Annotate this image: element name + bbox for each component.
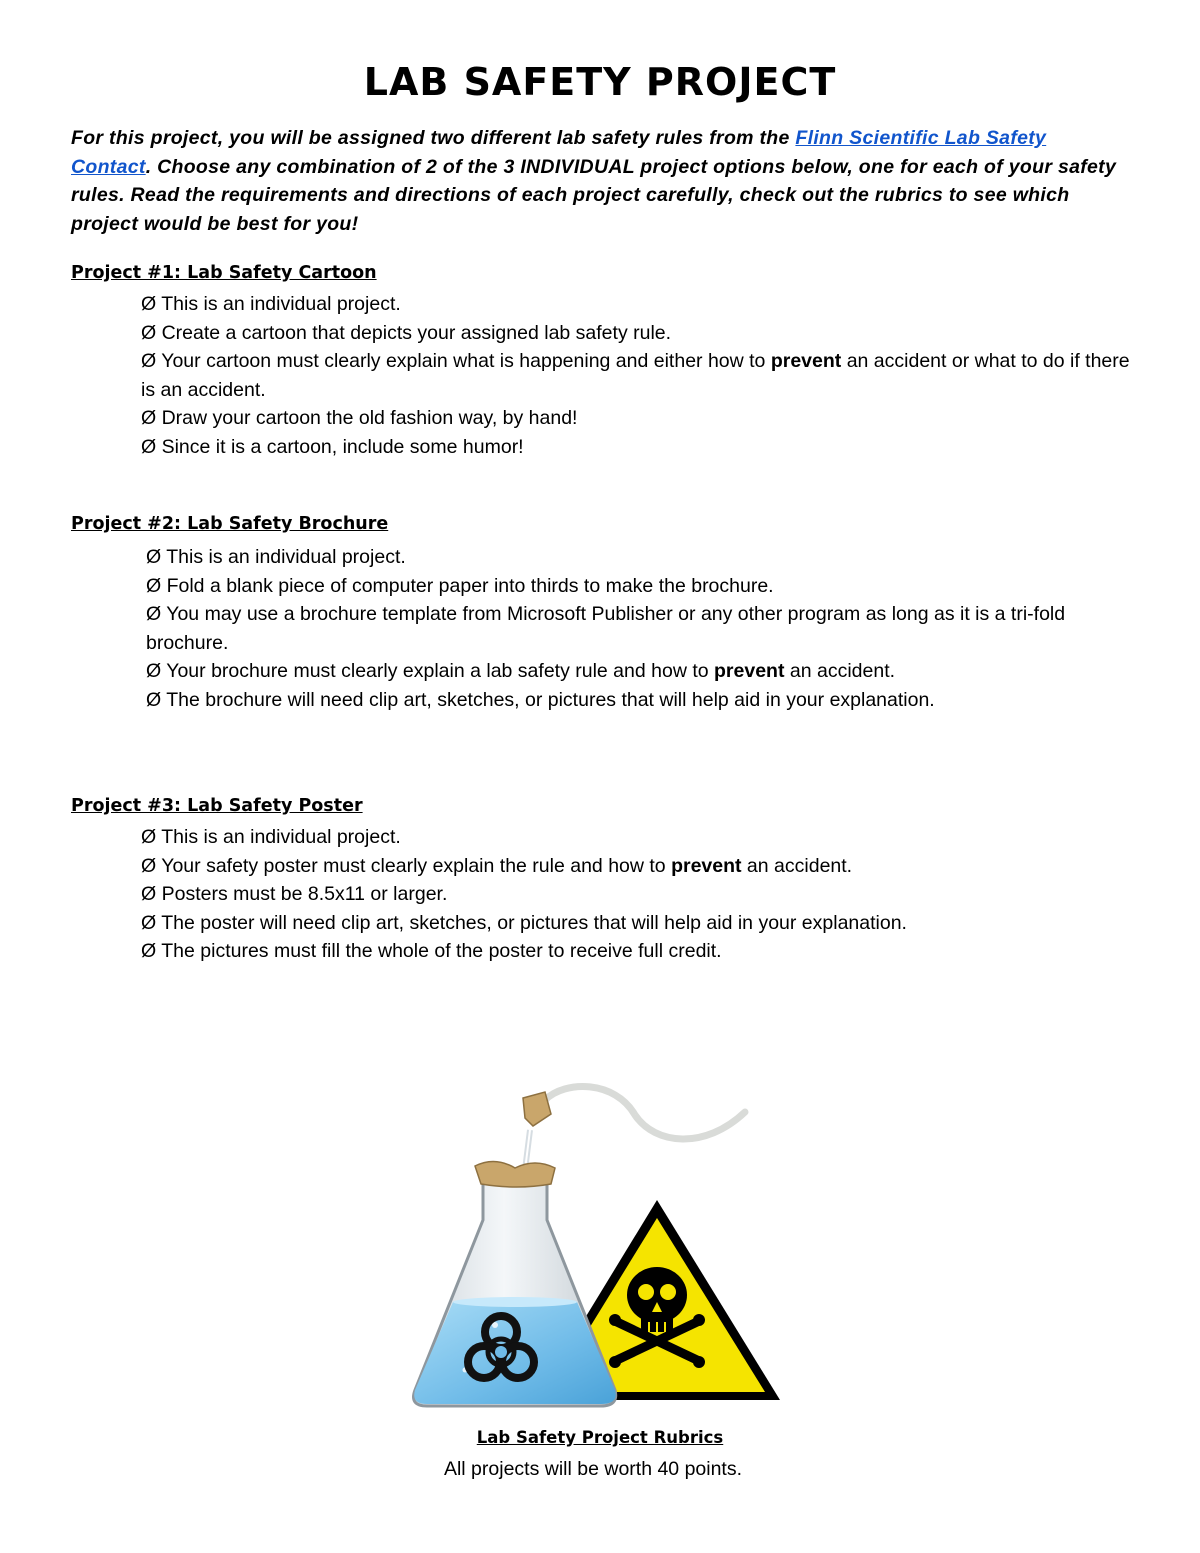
project-3-list xyxy=(141,823,1131,966)
list-item: Ø Since it is a cartoon, include some humor! xyxy=(141,435,524,458)
list-item: Ø This is an individual project. xyxy=(146,546,406,568)
list-item: Ø This is an individual project. xyxy=(141,826,401,848)
list-item: Ø The brochure will need clip art, sketches, or pictures that will help aid in your explanation. xyxy=(146,688,935,711)
intro-paragraph xyxy=(71,124,1131,238)
rubrics-points-text: All projects will be worth 40 points. xyxy=(443,1458,743,1480)
bullet-symbol: Ø xyxy=(141,435,157,458)
bullet-symbol: Ø xyxy=(141,293,157,315)
flask-stopper xyxy=(475,1161,555,1187)
list-item: Ø Posters must be 8.5x11 or larger. xyxy=(141,883,448,906)
lab-hazard-illustration xyxy=(405,1070,785,1430)
flinn-safety-contract-link[interactable]: Flinn Scientific Lab Safety Contact xyxy=(71,127,1047,178)
list-item: Ø You may use a brochure template from Microsoft Publisher or any other program as long as it is a tri-fold brochure. xyxy=(146,603,1066,654)
project-3-heading: Project #3: Lab Safety Poster xyxy=(71,796,363,816)
project-2-heading: Project #2: Lab Safety Brochure xyxy=(71,514,389,534)
project-1-heading: Project #1: Lab Safety Cartoon xyxy=(71,263,377,283)
bullet-symbol: Ø xyxy=(141,940,157,963)
bullet-symbol: Ø xyxy=(146,660,162,683)
intro-text-1: For this project, you will be assigned two different lab safety rules from the xyxy=(71,127,796,149)
rubrics-heading: Lab Safety Project Rubrics xyxy=(476,1428,724,1447)
rubber-tubing xyxy=(545,1086,745,1139)
bullet-symbol: Ø xyxy=(146,574,162,597)
bullet-symbol: Ø xyxy=(141,826,157,848)
list-item: Ø Your cartoon must clearly explain what is happening and either how to prevent an accident or what to do if there is an accident. xyxy=(141,350,1130,401)
bullet-symbol: Ø xyxy=(146,603,162,626)
list-item: Ø Your brochure must clearly explain a lab safety rule and how to prevent an accident. xyxy=(146,660,896,683)
bullet-symbol: Ø xyxy=(141,854,157,877)
project-1-list xyxy=(141,290,1131,462)
list-item: Ø The poster will need clip art, sketches, or pictures that will help aid in your explanation. xyxy=(141,911,907,934)
flask-icon xyxy=(414,1161,616,1406)
bullet-symbol: Ø xyxy=(146,546,162,568)
list-item: Ø Fold a blank piece of computer paper into thirds to make the brochure. xyxy=(146,574,774,597)
intro-text-2: . Choose any combination of 2 of the 3 INDIVIDUAL project options below, one for each of your safety rules. Read the requirements and directions of each project carefully, check out the rubrics to see which project would be best for you! xyxy=(71,155,1117,235)
bullet-symbol: Ø xyxy=(146,688,162,711)
list-item: Ø Your safety poster must clearly explain the rule and how to prevent an accident. xyxy=(141,854,853,877)
rod-stopper xyxy=(523,1092,551,1126)
page-title: LAB SAFETY PROJECT xyxy=(363,60,837,104)
bullet-symbol: Ø xyxy=(141,407,157,430)
bullet-symbol: Ø xyxy=(141,321,157,344)
list-item: Ø The pictures must fill the whole of the poster to receive full credit. xyxy=(141,940,722,963)
bullet-symbol: Ø xyxy=(141,911,157,934)
list-item: Ø Draw your cartoon the old fashion way, by hand! xyxy=(141,407,578,430)
bullet-symbol: Ø xyxy=(141,350,157,373)
list-item: Ø This is an individual project. xyxy=(141,293,401,315)
bullet-symbol: Ø xyxy=(141,883,157,906)
project-2-list xyxy=(146,543,1136,715)
list-item: Ø Create a cartoon that depicts your assigned lab safety rule. xyxy=(141,321,672,344)
